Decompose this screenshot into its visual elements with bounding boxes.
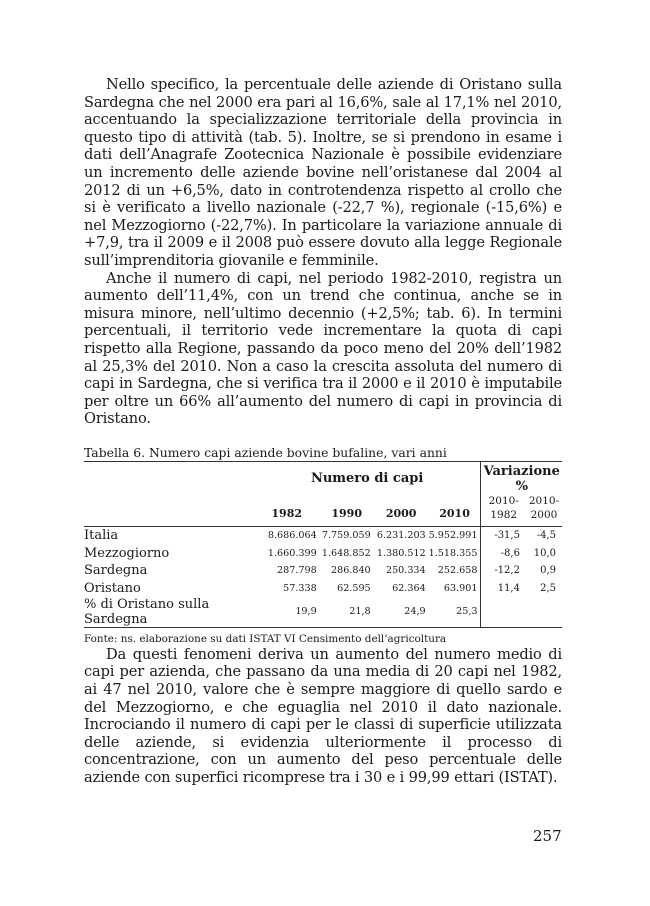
cell-value: 57.338 (283, 582, 317, 594)
row-label: Italia (84, 528, 119, 544)
variation-header (526, 494, 562, 527)
row-label: % di Oristano sulla Sardegna (84, 596, 210, 627)
cell-value: 252.658 (437, 565, 478, 577)
cell-variation: 11,4 (481, 579, 526, 597)
cell-variation: -31,5 (481, 526, 526, 544)
table-row (84, 544, 562, 562)
data-table (84, 461, 562, 628)
table-caption: Tabella 6. Numero capi aziende bovine bufaline, vari anni (84, 444, 447, 460)
paragraph-1: Nello specifico, la percentuale delle aziende di Oristano sulla Sardegna che nel 2000 era pari al 16,6%, sale al 17,1% nel 2010, accentuando la specializzazione territoriale della provincia in questo tipo di attività (tab. 5). Inoltre, se si prendono in esame i dati dell’Anagrafe Zootecnica Nazionale è possibile evidenziare un incremento delle aziende bovine nell’oristanese dal 2004 al 2012 di un +6,5%, dato in controtendenza rispetto al crollo che si è verificato a livello nazionale (-22,7 %), regionale (-15,6%) e nel Mezzogiorno (-22,7%). In particolare la variazione annuale di +7,9, tra il 2009 e il 2008 può essere dovuto alla legge Regionale sull’imprenditoria giovanile e femminile. (84, 76, 562, 269)
cell-value: 287.798 (277, 565, 317, 577)
cell-value: 25,3 (456, 606, 478, 618)
cell-value: 21,8 (349, 606, 371, 618)
cell-value: 8.686.064 (267, 530, 317, 542)
cell-variation (526, 597, 562, 628)
cell-value: 5.952.991 (428, 530, 478, 542)
page-number: 257 (533, 827, 562, 845)
cell-value: 62.595 (337, 582, 371, 594)
variation-header-bottom: 2000 (530, 508, 558, 521)
variation-header (481, 494, 526, 527)
variation-header-top: 2010- (528, 494, 560, 507)
cell-value: 6.231.203 (376, 530, 426, 542)
cell-value: 24,9 (404, 606, 426, 618)
table-row (84, 579, 562, 597)
row-label: Sardegna (84, 563, 148, 579)
cell-value: 63.901 (443, 582, 478, 594)
paragraph-3: Da questi fenomeni deriva un aumento del numero medio di capi per azienda, che passano da una media di 20 capi nel 1982, ai 47 nel 2010, valore che è sempre maggiore di quello sardo e del Mezzogiorno, e che eguaglia nel 2010 il dato nazionale. Incrociando il numero di capi per le classi di superficie utilizzata delle aziende, si evidenzia ulteriormente il processo di concentrazione, con un aumento del peso percentuale delle aziende con superfici ricomprese tra i 30 e i 99,99 ettari (ISTAT). (84, 645, 562, 787)
row-label: Oristano (84, 580, 141, 596)
cell-variation: -8,6 (481, 544, 526, 562)
page-content (84, 76, 562, 787)
cell-value: 1.518.355 (428, 547, 478, 559)
variation-group-header: Variazione % (481, 461, 562, 494)
cell-variation: 0,9 (540, 565, 556, 577)
table-source: Fonte: ns. elaborazione su dati ISTAT VI Censimento dell’agricoltura (84, 632, 447, 645)
cell-variation: -4,5 (536, 530, 556, 542)
cell-value: 19,9 (295, 606, 317, 618)
year-header: 2010 (439, 506, 470, 520)
variation-header-bottom: 1982 (490, 508, 518, 521)
cell-value: 1.380.512 (376, 547, 426, 559)
table-row (84, 597, 562, 628)
cell-variation (481, 597, 526, 628)
table-header-empty (84, 494, 254, 527)
counts-group-header: Numero di capi (310, 471, 424, 487)
cell-variation: 10,0 (533, 547, 556, 559)
cell-value: 7.759.059 (321, 530, 371, 542)
cell-value: 1.660.399 (267, 547, 317, 559)
year-header: 1990 (331, 506, 362, 520)
year-header: 2000 (385, 506, 417, 520)
row-label: Mezzogiorno (84, 545, 170, 561)
variation-header-top: 2010- (488, 494, 519, 507)
cell-value: 250.334 (385, 565, 426, 577)
cell-variation: -12,2 (481, 562, 526, 580)
cell-value: 62.364 (392, 582, 426, 594)
year-header: 1982 (271, 506, 303, 520)
table-row (84, 526, 562, 544)
table-row (84, 562, 562, 580)
paragraph-2: Anche il numero di capi, nel periodo 1982-2010, registra un aumento dell’11,4%, con un trend che continua, anche se in misura minore, nell’ultimo decennio (+2,5%; tab. 6). In termini percentuali, il territorio vede incrementare la quota di capi rispetto alla Regione, passando da poco meno del 20% dell’1982 al 25,3% del 2010. Non a caso la crescita assoluta del numero di capi in Sardegna, che si verifica tra il 2000 e il 2010 è imputabile per oltre un 66% all’aumento del numero di capi in provincia di Oristano. (84, 269, 562, 428)
table-header-empty (84, 461, 254, 494)
cell-value: 286.840 (330, 565, 371, 577)
cell-variation: 2,5 (540, 582, 556, 594)
cell-value: 1.648.852 (321, 547, 371, 559)
